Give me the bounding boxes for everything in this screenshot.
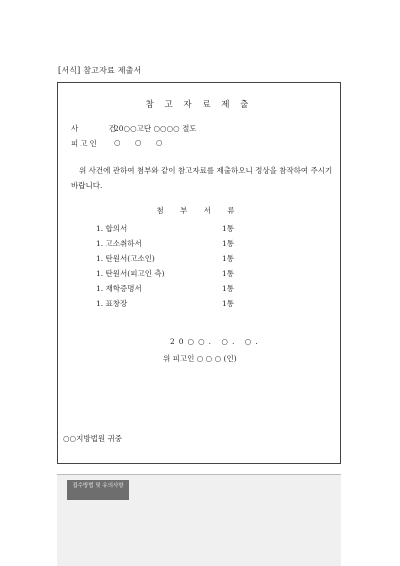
attachment-row bbox=[96, 281, 246, 296]
attachment-row bbox=[96, 236, 246, 251]
attachment-qty: 1통 bbox=[222, 284, 235, 293]
case-label: 사 건 bbox=[71, 124, 130, 133]
attachment-row bbox=[96, 296, 246, 311]
attachment-name: 1. 합의서 bbox=[96, 224, 128, 233]
attachment-name: 1. 탄원서(고소인) bbox=[96, 254, 155, 263]
document-frame bbox=[57, 82, 341, 464]
form-label: [서식] 참고자료 제출서 bbox=[58, 66, 142, 75]
case-value: 20○○고단 ○○○○ 절도 bbox=[114, 124, 197, 133]
attachment-name: 1. 재학증명서 bbox=[96, 284, 142, 293]
accused-label: 피고인 bbox=[71, 139, 99, 148]
attachments-title: 첨 부 서 류 bbox=[156, 206, 242, 215]
date-line: 20○○. ○. ○. bbox=[170, 337, 262, 346]
document-title: 참 고 자 료 제 출 bbox=[145, 100, 253, 110]
attachment-name: 1. 표창장 bbox=[96, 299, 128, 308]
court-addressee: ○○지방법원 귀중 bbox=[63, 434, 122, 443]
accused-value: ○ ○ ○ bbox=[114, 138, 169, 147]
attachment-row bbox=[96, 221, 246, 236]
attachment-row bbox=[96, 266, 246, 281]
attachment-qty: 1통 bbox=[222, 269, 235, 278]
attachment-qty: 1통 bbox=[222, 239, 235, 248]
attachment-row bbox=[96, 251, 246, 266]
instructions-tab[interactable]: 접수방법 및 유의사항 bbox=[67, 480, 129, 500]
attachments-list bbox=[96, 221, 246, 311]
body-text: 위 사건에 관하여 첨부와 같이 참고자료를 제출하오니 정상을 참작하여 주시기 바랍니다. bbox=[71, 166, 333, 190]
signature-line: 위 피고인 ○ ○ ○ (인) bbox=[163, 354, 237, 363]
attachment-qty: 1통 bbox=[222, 254, 235, 263]
attachment-qty: 1통 bbox=[222, 224, 235, 233]
attachment-qty: 1통 bbox=[222, 299, 235, 308]
attachment-name: 1. 고소취하서 bbox=[96, 239, 142, 248]
attachment-name: 1. 탄원서(피고인 측) bbox=[96, 269, 165, 278]
footer-panel bbox=[57, 474, 341, 566]
